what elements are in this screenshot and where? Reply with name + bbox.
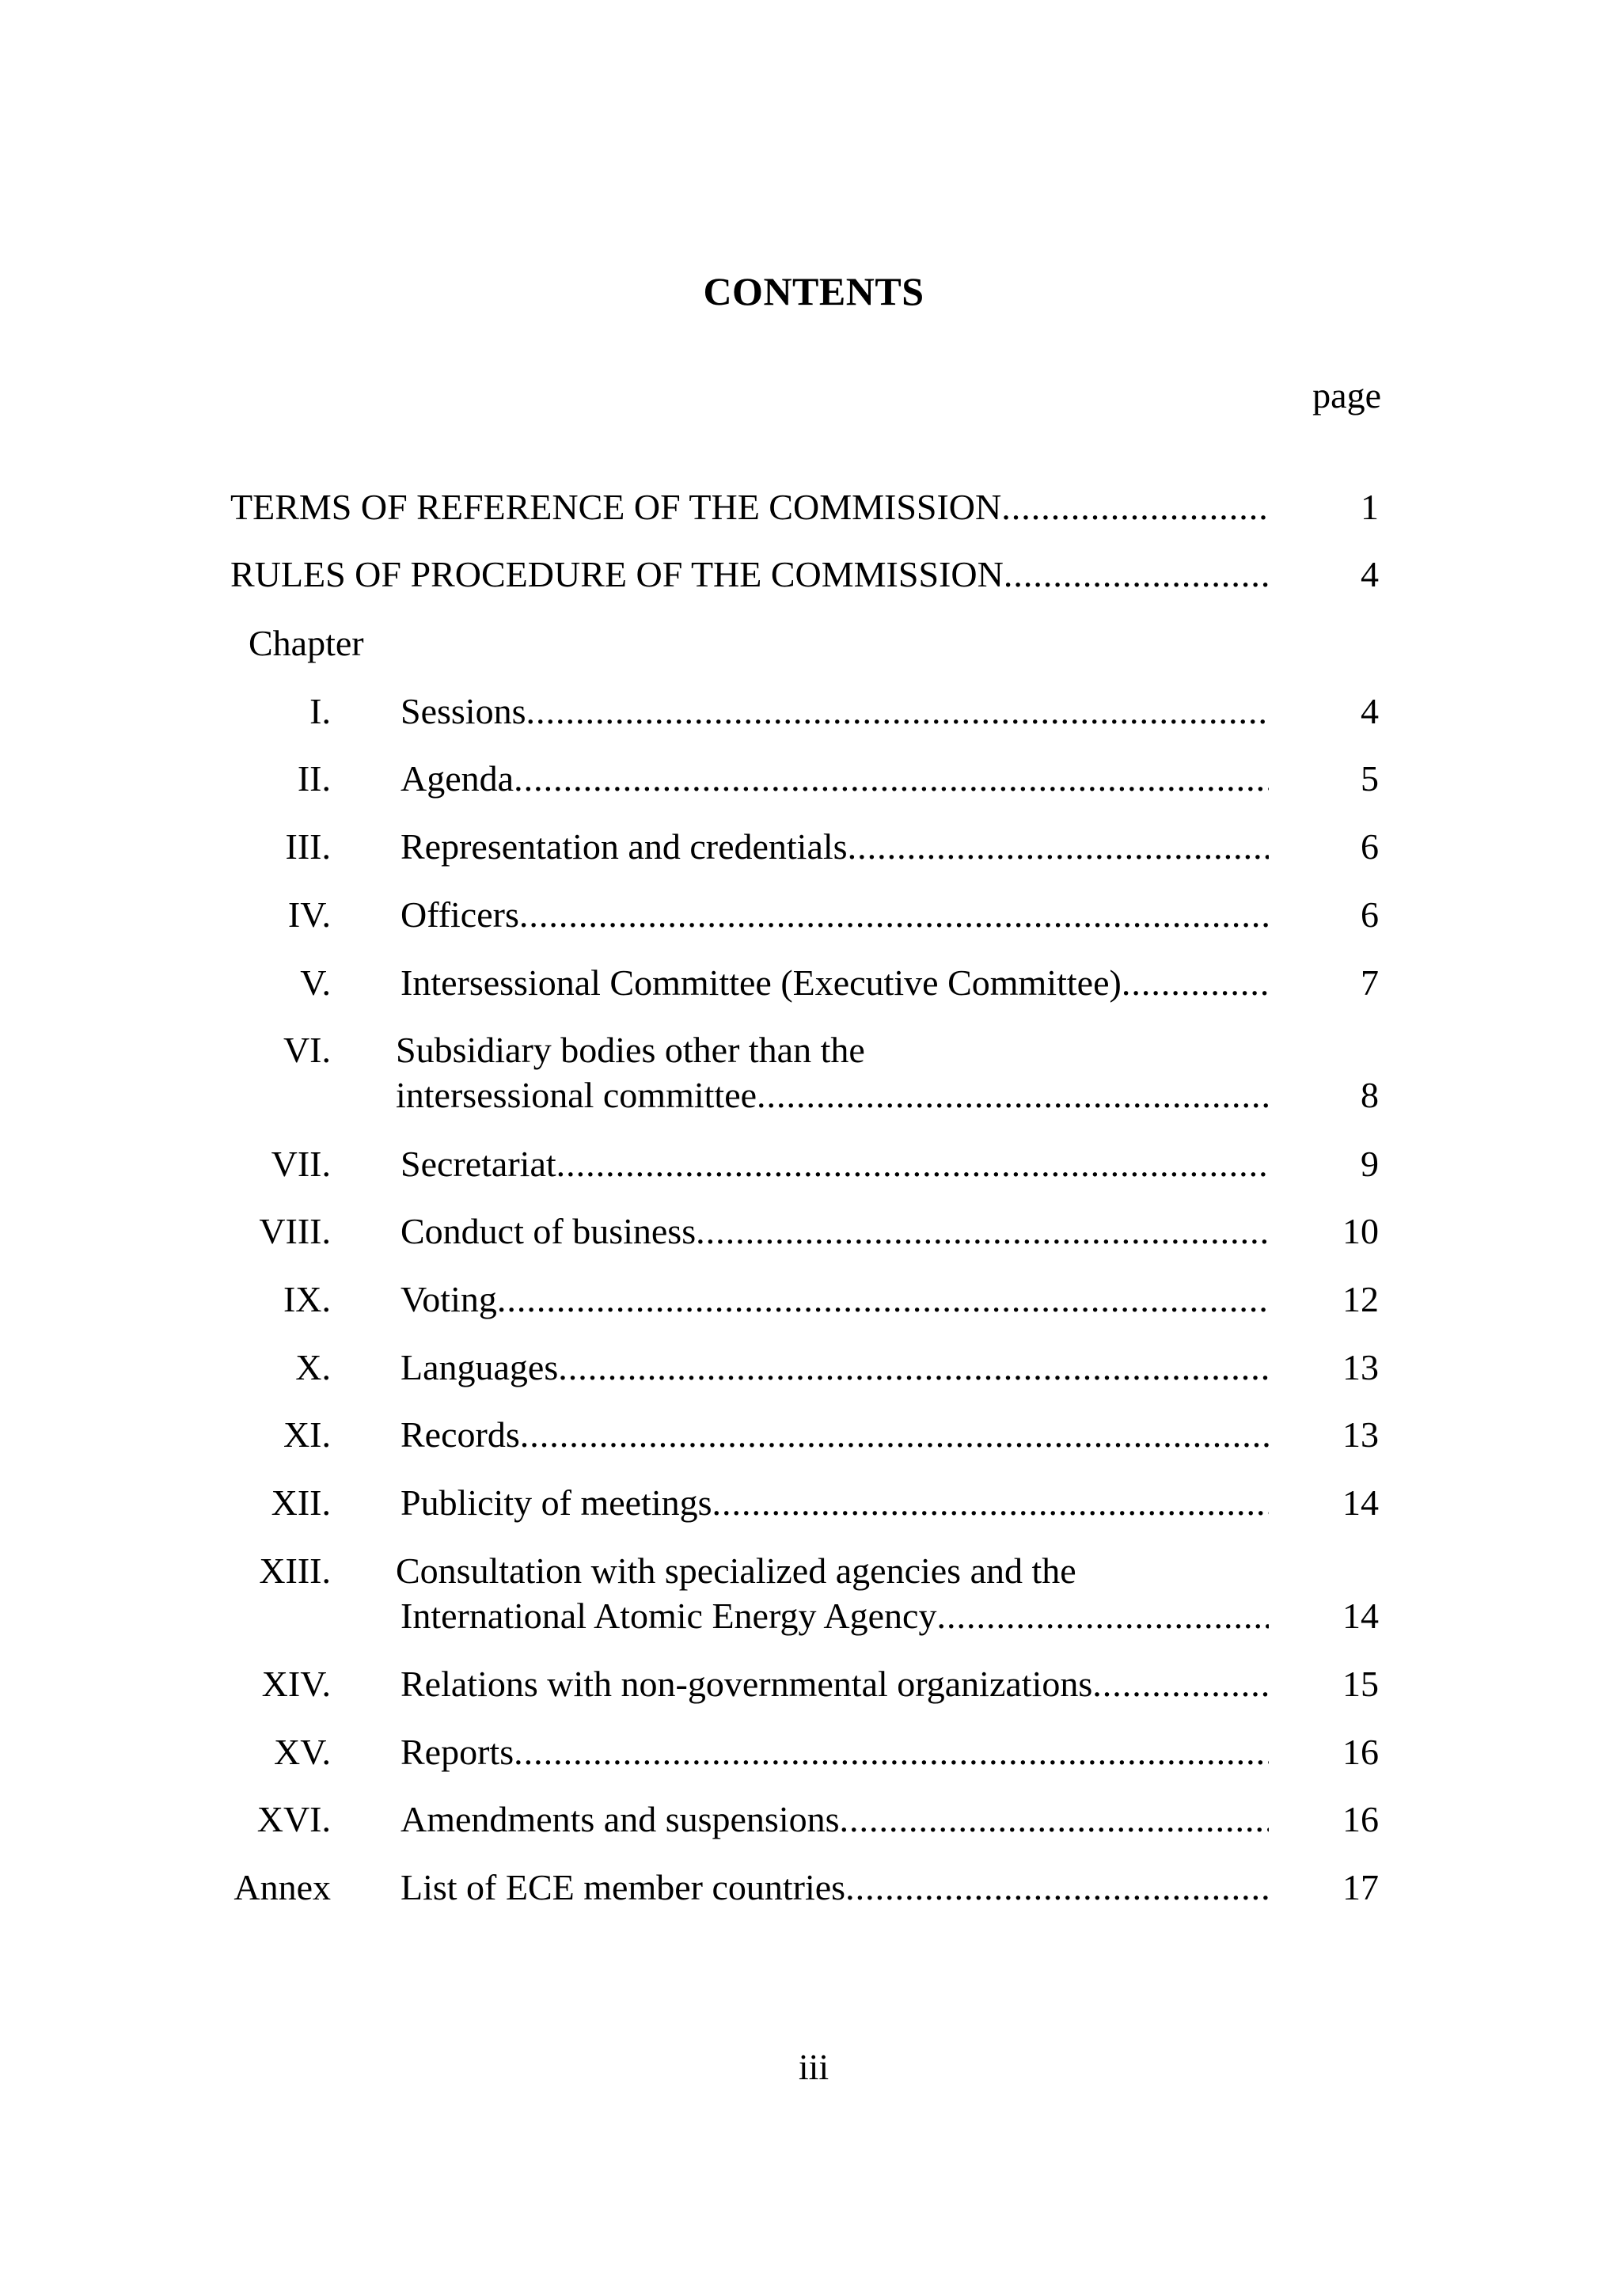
- leader-dots: [1004, 551, 1269, 598]
- chapter-page: 13: [1342, 1347, 1379, 1387]
- toc-chapter-row[interactable]: [0, 1729, 1621, 1776]
- chapter-page: 10: [1342, 1211, 1379, 1251]
- chapter-title-line-1: Consultation with specialized agencies and the: [396, 1550, 1076, 1591]
- chapter-page: 14: [1342, 1596, 1379, 1636]
- chapter-page: 7: [1361, 962, 1379, 1003]
- chapter-heading: Chapter: [249, 623, 364, 663]
- annex-page: 17: [1342, 1867, 1379, 1907]
- chapter-title: Relations with non-governmental organizations: [401, 1664, 1093, 1704]
- chapter-page: 16: [1342, 1799, 1379, 1839]
- toc-chapter-row[interactable]: [0, 755, 1621, 803]
- leader-dots: [520, 1411, 1269, 1459]
- footer-page-number: iii: [798, 2047, 829, 2087]
- page-column-heading: page: [1312, 375, 1381, 416]
- toc-chapter-row[interactable]: [0, 1479, 1621, 1527]
- leader-dots: [497, 1276, 1269, 1323]
- toc-entry-rules-of-procedure[interactable]: [0, 551, 1621, 598]
- toc-entry-label: RULES OF PROCEDURE OF THE COMMISSION: [230, 554, 1004, 594]
- toc-annex-row[interactable]: [0, 1864, 1621, 1911]
- toc-entry-label: TERMS OF REFERENCE OF THE COMMISSION: [230, 487, 1002, 527]
- chapter-title: Records: [401, 1414, 520, 1455]
- toc-chapter-row[interactable]: [0, 1660, 1621, 1708]
- chapter-page: 6: [1361, 826, 1379, 867]
- leader-dots: [556, 1140, 1269, 1188]
- chapter-number: III.: [285, 826, 331, 867]
- chapter-number: XVI.: [256, 1799, 331, 1839]
- chapter-title: Conduct of business: [401, 1211, 697, 1251]
- chapter-number: VII.: [271, 1144, 331, 1184]
- chapter-number: XIII.: [259, 1550, 331, 1591]
- chapter-title: Officers: [401, 894, 519, 935]
- toc-chapter-row[interactable]: [0, 1344, 1621, 1391]
- chapter-number: X.: [295, 1347, 331, 1387]
- chapter-number: XIV.: [261, 1664, 331, 1704]
- leader-dots: [514, 755, 1269, 803]
- chapter-page: 12: [1342, 1279, 1379, 1319]
- chapter-page: 13: [1342, 1414, 1379, 1455]
- chapter-number: IX.: [283, 1279, 331, 1319]
- chapter-title: Voting: [401, 1279, 497, 1319]
- chapter-title: Amendments and suspensions: [401, 1799, 840, 1839]
- leader-dots: [514, 1729, 1269, 1776]
- chapter-number: II.: [297, 758, 331, 799]
- chapter-number: VI.: [283, 1030, 331, 1070]
- chapter-page: 4: [1361, 691, 1379, 731]
- chapter-title-line-2: intersessional committee: [396, 1075, 757, 1115]
- leader-dots: [712, 1479, 1269, 1527]
- toc-chapter-row[interactable]: [0, 1547, 1621, 1641]
- toc-chapter-row[interactable]: [0, 1140, 1621, 1188]
- chapter-number: VIII.: [259, 1211, 331, 1251]
- chapter-title: Publicity of meetings: [401, 1482, 712, 1523]
- toc-chapter-row[interactable]: [0, 823, 1621, 871]
- leader-dots: [1092, 1660, 1269, 1708]
- toc-chapter-row[interactable]: [0, 1208, 1621, 1255]
- chapter-title: Agenda: [401, 758, 514, 799]
- toc-chapter-row[interactable]: [0, 959, 1621, 1007]
- toc-chapter-row[interactable]: [0, 688, 1621, 735]
- chapter-title: Sessions: [401, 691, 526, 731]
- chapter-title: Reports: [401, 1732, 514, 1772]
- chapter-number: XV.: [273, 1732, 331, 1772]
- toc-entry-page: 1: [1361, 487, 1379, 527]
- leader-dots: [936, 1592, 1269, 1640]
- chapter-title-line-2: International Atomic Energy Agency: [401, 1596, 937, 1636]
- chapter-number: XII.: [271, 1482, 331, 1523]
- leader-dots: [558, 1344, 1269, 1391]
- chapter-number: I.: [309, 691, 331, 731]
- leader-dots: [757, 1072, 1269, 1119]
- chapter-number: V.: [300, 962, 331, 1003]
- toc-chapter-row[interactable]: [0, 1796, 1621, 1843]
- page-title: CONTENTS: [703, 269, 924, 313]
- chapter-page: 14: [1342, 1482, 1379, 1523]
- chapter-title: Representation and credentials: [401, 826, 848, 867]
- chapter-page: 16: [1342, 1732, 1379, 1772]
- leader-dots: [848, 823, 1269, 871]
- annex-label: Annex: [233, 1867, 331, 1907]
- leader-dots: [845, 1864, 1269, 1911]
- chapter-number: IV.: [287, 894, 331, 935]
- leader-dots: [1001, 484, 1269, 531]
- chapter-title: Secretariat: [401, 1144, 556, 1184]
- chapter-title: Languages: [401, 1347, 559, 1387]
- leader-dots: [840, 1796, 1269, 1843]
- chapter-number: XI.: [283, 1414, 331, 1455]
- chapter-title-line-1: Subsidiary bodies other than the: [396, 1030, 865, 1070]
- leader-dots: [519, 891, 1269, 939]
- toc-chapter-row[interactable]: [0, 1027, 1621, 1120]
- leader-dots: [696, 1208, 1269, 1255]
- toc-chapter-row[interactable]: [0, 1276, 1621, 1323]
- leader-dots: [1122, 959, 1269, 1007]
- chapter-page: 6: [1361, 894, 1379, 935]
- leader-dots: [526, 688, 1269, 735]
- chapter-page: 5: [1361, 758, 1379, 799]
- chapter-page: 15: [1342, 1664, 1379, 1704]
- toc-chapter-row[interactable]: [0, 1411, 1621, 1459]
- chapter-title: Intersessional Committee (Executive Committee): [401, 962, 1122, 1003]
- toc-entry-page: 4: [1361, 554, 1379, 594]
- chapter-page: 9: [1361, 1144, 1379, 1184]
- annex-title: List of ECE member countries: [401, 1867, 846, 1907]
- toc-entry-terms-of-reference[interactable]: [0, 484, 1621, 531]
- chapter-page: 8: [1361, 1075, 1379, 1115]
- toc-chapter-row[interactable]: [0, 891, 1621, 939]
